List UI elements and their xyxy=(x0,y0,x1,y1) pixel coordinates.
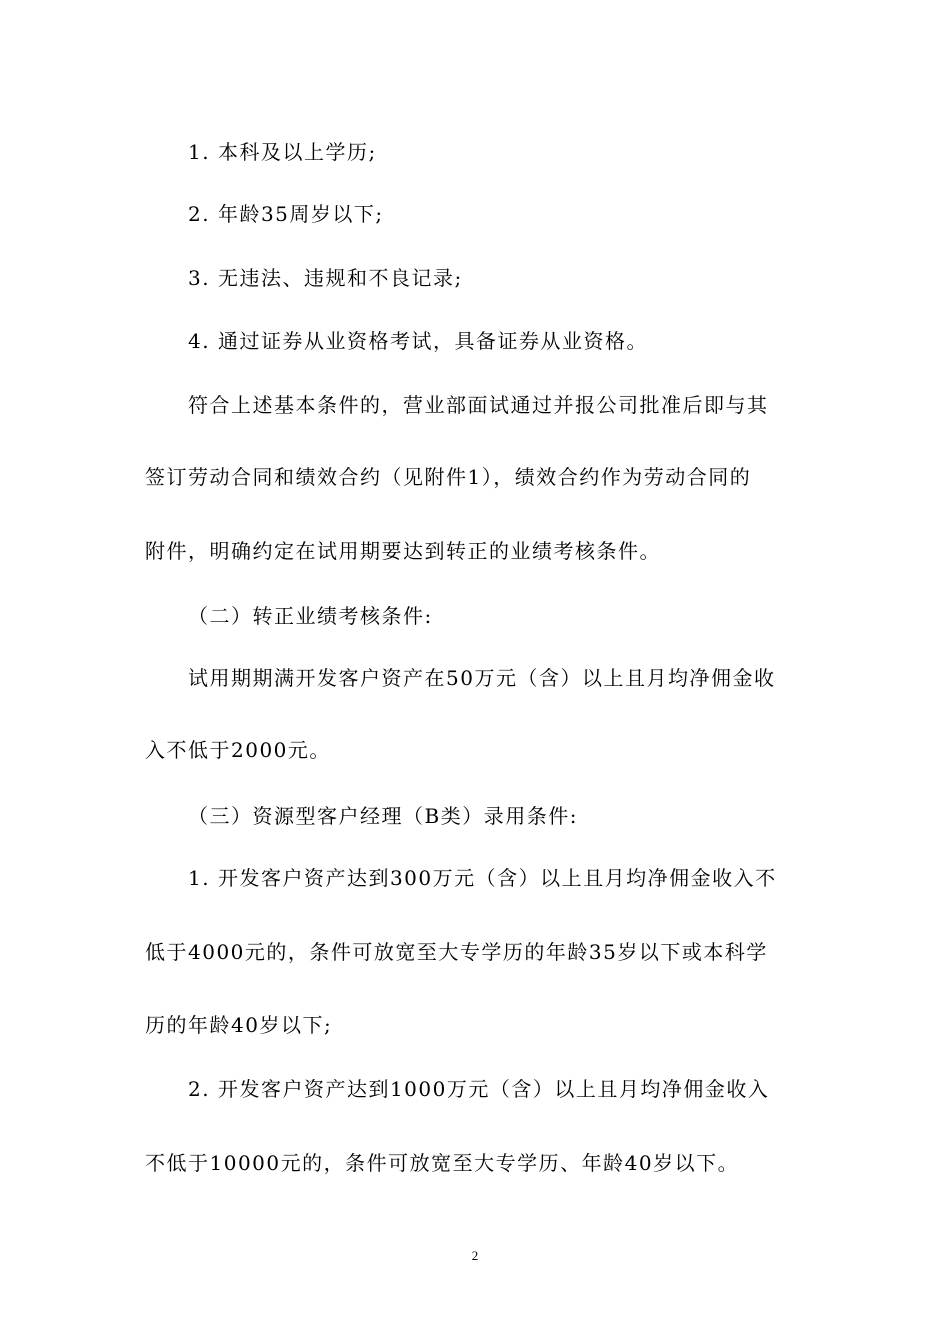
requirement-record: 3. 无违法、违规和不良记录; xyxy=(188,266,463,290)
section-heading: （三）资源型客户经理（B类）录用条件: xyxy=(188,804,578,828)
requirement-age: 2. 年龄35周岁以下; xyxy=(188,202,384,226)
paragraph-line: 试用期期满开发客户资产在50万元（含）以上且月均净佣金收 xyxy=(188,666,776,690)
paragraph-line: 低于4000元的，条件可放宽至大专学历的年龄35岁以下或本科学 xyxy=(145,940,768,964)
paragraph-line: 不低于10000元的，条件可放宽至大专学历、年龄40岁以下。 xyxy=(145,1151,740,1175)
paragraph-line: 历的年龄40岁以下; xyxy=(145,1013,333,1037)
requirement-qualification: 4. 通过证券从业资格考试，具备证券从业资格。 xyxy=(188,329,648,353)
paragraph-line: 1. 开发客户资产达到300万元（含）以上且月均净佣金收入不 xyxy=(188,866,777,890)
paragraph-line: 入不低于2000元。 xyxy=(145,738,331,762)
paragraph-line: 符合上述基本条件的，营业部面试通过并报公司批准后即与其 xyxy=(188,393,769,417)
page-number: 2 xyxy=(471,1248,479,1263)
section-heading: （二）转正业绩考核条件: xyxy=(188,604,433,628)
paragraph-line: 2. 开发客户资产达到1000万元（含）以上且月均净佣金收入 xyxy=(188,1077,770,1101)
paragraph-line: 附件，明确约定在试用期要达到转正的业绩考核条件。 xyxy=(145,539,661,563)
paragraph-line: 签订劳动合同和绩效合约（见附件1），绩效合约作为劳动合同的 xyxy=(145,465,752,489)
requirement-education: 1. 本科及以上学历; xyxy=(188,140,377,164)
